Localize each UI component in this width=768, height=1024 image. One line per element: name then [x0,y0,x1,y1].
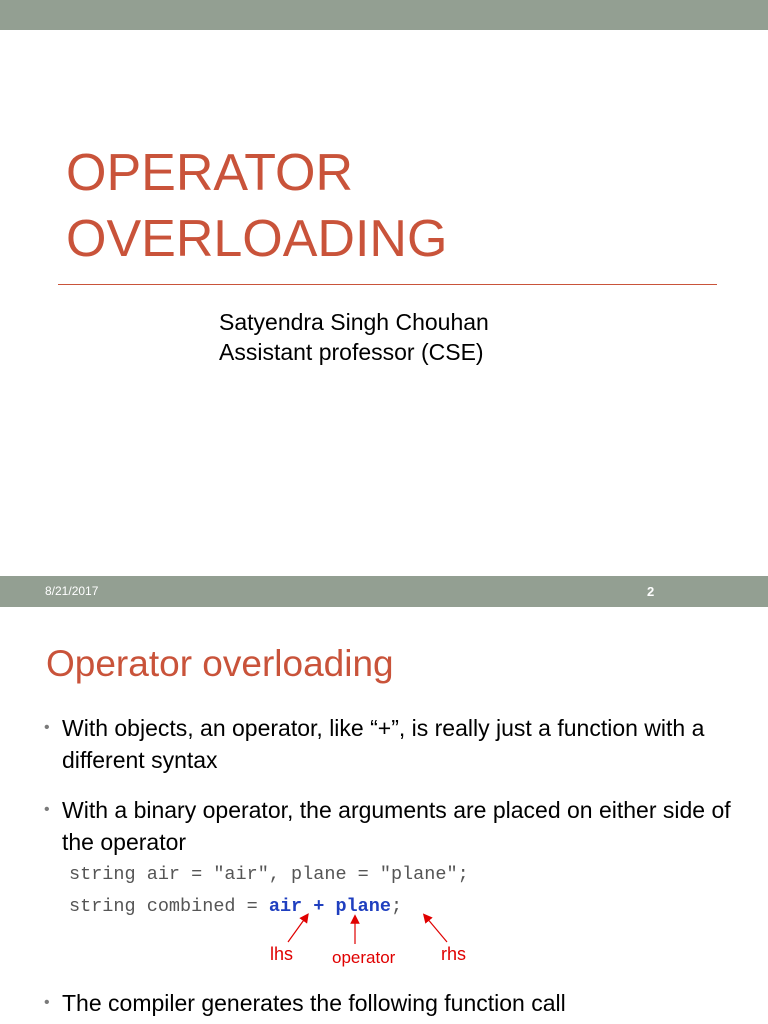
rhs-arrow [426,917,447,942]
code-prefix: string combined = [69,896,269,917]
slide-title [66,140,447,272]
title-line-1: OPERATOR [66,144,354,202]
title-divider [58,284,717,285]
subtitle [219,307,489,367]
lhs-arrow [288,917,306,942]
top-bar [0,0,768,30]
content-slide [0,576,768,1024]
code-line: string air = "air", plane = "plane"; [69,864,469,885]
footer-date: 8/21/2017 [45,584,99,598]
bullet-item: • With a binary operator, the arguments are placed on either side of the operator [44,794,734,858]
rhs-label: rhs [441,944,467,964]
slide-heading: Operator overloading [46,643,394,684]
code-highlight: air + plane [268,896,391,917]
bullet-item: • With objects, an operator, like “+”, is really just a function with a different syntax [44,712,734,776]
bullet-item: • The compiler generates the following function call [44,987,752,1019]
title-line-2: OVERLOADING [66,210,448,268]
page-number: 2 [647,584,655,599]
lhs-label: lhs [270,944,294,964]
operator-label: operator [332,948,396,967]
author-name: Satyendra Singh Chouhan [219,309,489,335]
author-position: Assistant professor (CSE) [219,339,484,365]
code-suffix: ; [390,896,403,917]
